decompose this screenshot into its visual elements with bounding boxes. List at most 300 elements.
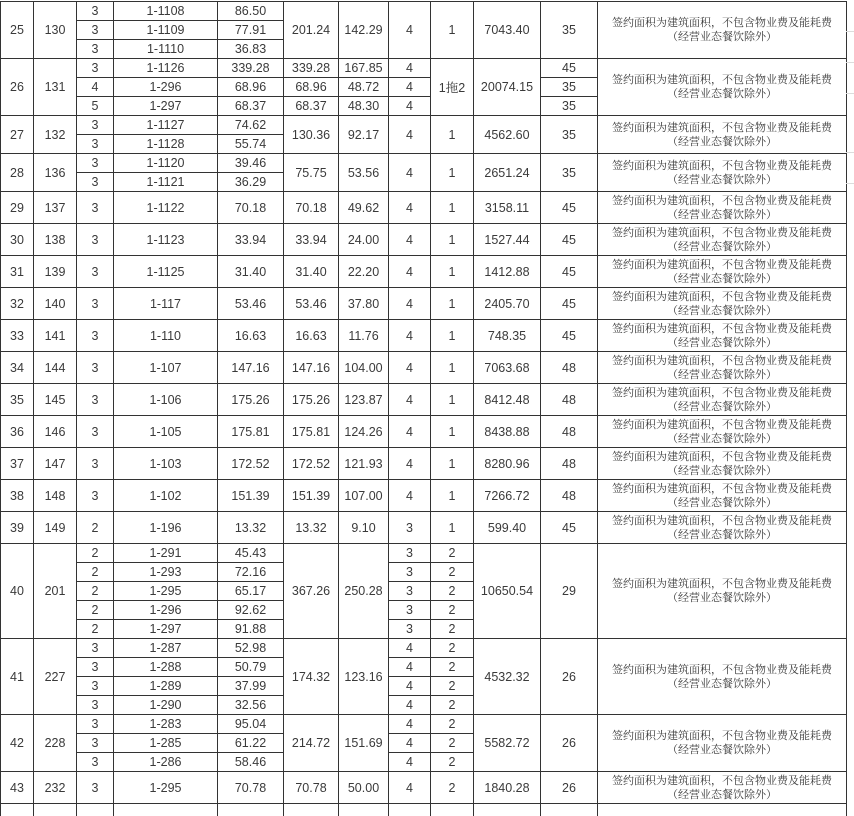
count-b-cell[interactable]: 1: [431, 384, 474, 416]
total-price-cell[interactable]: 5582.72: [474, 715, 541, 772]
room-no-cell[interactable]: 1-291: [114, 544, 218, 563]
floor-cell[interactable]: 3: [77, 639, 114, 658]
rate-cell[interactable]: 48: [541, 352, 598, 384]
total-build-area-cell[interactable]: 70.18: [284, 192, 339, 224]
room-no-cell[interactable]: 1-105: [114, 416, 218, 448]
count-b-cell[interactable]: 1: [431, 116, 474, 154]
inner-area-cell[interactable]: 104.00: [339, 352, 389, 384]
area-cell[interactable]: 74.62: [218, 116, 284, 135]
room-no-cell[interactable]: 1-285: [114, 734, 218, 753]
unit-id-cell[interactable]: 232: [34, 772, 77, 804]
total-build-area-cell[interactable]: 147.16: [284, 352, 339, 384]
area-cell[interactable]: 339.28: [218, 59, 284, 78]
count-b-cell[interactable]: 2: [431, 772, 474, 804]
area-cell[interactable]: 151.39: [218, 480, 284, 512]
total-build-area-cell[interactable]: 70.78: [284, 772, 339, 804]
room-no-cell[interactable]: 1-1108: [114, 2, 218, 21]
seq-cell[interactable]: 29: [1, 192, 34, 224]
room-no-cell[interactable]: 1-283: [114, 715, 218, 734]
count-a-cell[interactable]: 4: [389, 416, 431, 448]
inner-area-cell[interactable]: 24.00: [339, 224, 389, 256]
note-cell[interactable]: [598, 224, 847, 256]
empty-cell[interactable]: [114, 804, 218, 816]
count-b-cell[interactable]: 1: [431, 224, 474, 256]
inner-area-cell[interactable]: 50.00: [339, 772, 389, 804]
floor-cell[interactable]: 3: [77, 416, 114, 448]
note-cell[interactable]: [598, 715, 847, 772]
empty-cell[interactable]: [218, 804, 284, 816]
unit-id-cell[interactable]: 132: [34, 116, 77, 154]
count-a-cell[interactable]: 4: [389, 288, 431, 320]
rate-cell[interactable]: 26: [541, 639, 598, 715]
count-b-cell[interactable]: 2: [431, 715, 474, 734]
count-a-cell[interactable]: 3: [389, 620, 431, 639]
empty-cell[interactable]: [541, 804, 598, 816]
inner-area-cell[interactable]: 48.30: [339, 97, 389, 116]
area-cell[interactable]: 61.22: [218, 734, 284, 753]
floor-cell[interactable]: 2: [77, 620, 114, 639]
rate-cell[interactable]: 48: [541, 416, 598, 448]
total-price-cell[interactable]: 8412.48: [474, 384, 541, 416]
count-b-cell[interactable]: 2: [431, 601, 474, 620]
seq-cell[interactable]: 35: [1, 384, 34, 416]
total-build-area-cell[interactable]: 75.75: [284, 154, 339, 192]
unit-id-cell[interactable]: 145: [34, 384, 77, 416]
count-a-cell[interactable]: 4: [389, 2, 431, 59]
area-cell[interactable]: 172.52: [218, 448, 284, 480]
count-b-cell[interactable]: 1: [431, 192, 474, 224]
count-a-cell[interactable]: 4: [389, 384, 431, 416]
count-b-cell[interactable]: 1: [431, 416, 474, 448]
total-price-cell[interactable]: 10650.54: [474, 544, 541, 639]
count-a-cell[interactable]: 3: [389, 544, 431, 563]
inner-area-cell[interactable]: 124.26: [339, 416, 389, 448]
seq-cell[interactable]: 26: [1, 59, 34, 116]
room-no-cell[interactable]: 1-296: [114, 601, 218, 620]
note-cell[interactable]: [598, 544, 847, 639]
count-a-cell[interactable]: 4: [389, 715, 431, 734]
floor-cell[interactable]: 3: [77, 352, 114, 384]
count-a-cell[interactable]: 3: [389, 601, 431, 620]
count-b-cell[interactable]: 1: [431, 2, 474, 59]
area-cell[interactable]: 58.46: [218, 753, 284, 772]
total-build-area-cell[interactable]: 214.72: [284, 715, 339, 772]
area-cell[interactable]: 37.99: [218, 677, 284, 696]
area-cell[interactable]: 55.74: [218, 135, 284, 154]
count-a-cell[interactable]: 4: [389, 480, 431, 512]
count-a-cell[interactable]: 4: [389, 753, 431, 772]
inner-area-cell[interactable]: 250.28: [339, 544, 389, 639]
count-a-cell[interactable]: 4: [389, 59, 431, 78]
area-cell[interactable]: 65.17: [218, 582, 284, 601]
floor-cell[interactable]: 3: [77, 116, 114, 135]
count-a-cell[interactable]: 4: [389, 677, 431, 696]
count-a-cell[interactable]: 3: [389, 563, 431, 582]
room-no-cell[interactable]: 1-296: [114, 78, 218, 97]
seq-cell[interactable]: 30: [1, 224, 34, 256]
seq-cell[interactable]: 40: [1, 544, 34, 639]
note-cell[interactable]: [598, 192, 847, 224]
total-build-area-cell[interactable]: 367.26: [284, 544, 339, 639]
room-no-cell[interactable]: 1-288: [114, 658, 218, 677]
seq-cell[interactable]: 33: [1, 320, 34, 352]
seq-cell[interactable]: 38: [1, 480, 34, 512]
total-price-cell[interactable]: 4562.60: [474, 116, 541, 154]
unit-id-cell[interactable]: 147: [34, 448, 77, 480]
inner-area-cell[interactable]: 48.72: [339, 78, 389, 97]
total-build-area-cell[interactable]: 68.96: [284, 78, 339, 97]
seq-cell[interactable]: 42: [1, 715, 34, 772]
seq-cell[interactable]: 32: [1, 288, 34, 320]
total-build-area-cell[interactable]: 68.37: [284, 97, 339, 116]
count-b-cell[interactable]: 2: [431, 582, 474, 601]
floor-cell[interactable]: 3: [77, 288, 114, 320]
count-a-cell[interactable]: 3: [389, 512, 431, 544]
floor-cell[interactable]: 3: [77, 2, 114, 21]
area-cell[interactable]: 53.46: [218, 288, 284, 320]
floor-cell[interactable]: 3: [77, 224, 114, 256]
count-b-cell[interactable]: 2: [431, 658, 474, 677]
floor-cell[interactable]: 3: [77, 192, 114, 224]
inner-area-cell[interactable]: 11.76: [339, 320, 389, 352]
room-no-cell[interactable]: 1-286: [114, 753, 218, 772]
room-no-cell[interactable]: 1-1127: [114, 116, 218, 135]
note-cell[interactable]: [598, 772, 847, 804]
note-cell[interactable]: [598, 448, 847, 480]
count-a-cell[interactable]: 4: [389, 696, 431, 715]
area-cell[interactable]: 39.46: [218, 154, 284, 173]
rate-cell[interactable]: 35: [541, 154, 598, 192]
area-cell[interactable]: 52.98: [218, 639, 284, 658]
floor-cell[interactable]: 3: [77, 772, 114, 804]
area-cell[interactable]: 95.04: [218, 715, 284, 734]
note-cell[interactable]: [598, 416, 847, 448]
room-no-cell[interactable]: 1-293: [114, 563, 218, 582]
floor-cell[interactable]: 3: [77, 135, 114, 154]
floor-cell[interactable]: 3: [77, 677, 114, 696]
floor-cell[interactable]: 2: [77, 544, 114, 563]
floor-cell[interactable]: 3: [77, 696, 114, 715]
empty-cell[interactable]: [431, 804, 474, 816]
area-cell[interactable]: 50.79: [218, 658, 284, 677]
empty-cell[interactable]: [389, 804, 431, 816]
unit-id-cell[interactable]: 131: [34, 59, 77, 116]
seq-cell[interactable]: 43: [1, 772, 34, 804]
room-no-cell[interactable]: 1-1109: [114, 21, 218, 40]
inner-area-cell[interactable]: 151.69: [339, 715, 389, 772]
rate-cell[interactable]: 35: [541, 2, 598, 59]
note-cell[interactable]: [598, 116, 847, 154]
room-no-cell[interactable]: 1-295: [114, 582, 218, 601]
rate-cell[interactable]: 48: [541, 480, 598, 512]
room-no-cell[interactable]: 1-290: [114, 696, 218, 715]
note-cell[interactable]: [598, 288, 847, 320]
unit-id-cell[interactable]: 146: [34, 416, 77, 448]
area-cell[interactable]: 92.62: [218, 601, 284, 620]
seq-cell[interactable]: 28: [1, 154, 34, 192]
total-build-area-cell[interactable]: 174.32: [284, 639, 339, 715]
total-build-area-cell[interactable]: 172.52: [284, 448, 339, 480]
rate-cell[interactable]: 45: [541, 320, 598, 352]
rate-cell[interactable]: 26: [541, 715, 598, 772]
seq-cell[interactable]: 25: [1, 2, 34, 59]
area-cell[interactable]: 36.83: [218, 40, 284, 59]
count-a-cell[interactable]: 4: [389, 448, 431, 480]
seq-cell[interactable]: 39: [1, 512, 34, 544]
total-build-area-cell[interactable]: 175.26: [284, 384, 339, 416]
room-no-cell[interactable]: 1-297: [114, 620, 218, 639]
area-cell[interactable]: 86.50: [218, 2, 284, 21]
area-cell[interactable]: 72.16: [218, 563, 284, 582]
note-cell[interactable]: [598, 256, 847, 288]
rate-cell[interactable]: 48: [541, 384, 598, 416]
unit-id-cell[interactable]: 148: [34, 480, 77, 512]
rate-cell[interactable]: 45: [541, 288, 598, 320]
count-a-cell[interactable]: 4: [389, 192, 431, 224]
area-cell[interactable]: 31.40: [218, 256, 284, 288]
total-price-cell[interactable]: 4532.32: [474, 639, 541, 715]
note-cell[interactable]: [598, 2, 847, 59]
count-b-cell[interactable]: 2: [431, 696, 474, 715]
floor-cell[interactable]: 4: [77, 78, 114, 97]
total-price-cell[interactable]: 7043.40: [474, 2, 541, 59]
count-a-cell[interactable]: 4: [389, 320, 431, 352]
note-cell[interactable]: [598, 512, 847, 544]
room-no-cell[interactable]: 1-103: [114, 448, 218, 480]
room-no-cell[interactable]: 1-117: [114, 288, 218, 320]
inner-area-cell[interactable]: 9.10: [339, 512, 389, 544]
count-a-cell[interactable]: 4: [389, 734, 431, 753]
area-cell[interactable]: 68.96: [218, 78, 284, 97]
floor-cell[interactable]: 3: [77, 658, 114, 677]
room-no-cell[interactable]: 1-1128: [114, 135, 218, 154]
floor-cell[interactable]: 3: [77, 384, 114, 416]
count-b-cell[interactable]: 1: [431, 256, 474, 288]
rate-cell[interactable]: 35: [541, 116, 598, 154]
inner-area-cell[interactable]: 167.85: [339, 59, 389, 78]
area-cell[interactable]: 175.81: [218, 416, 284, 448]
empty-cell[interactable]: [474, 804, 541, 816]
floor-cell[interactable]: 2: [77, 563, 114, 582]
unit-id-cell[interactable]: 144: [34, 352, 77, 384]
empty-cell[interactable]: [1, 804, 34, 816]
rate-cell[interactable]: 45: [541, 256, 598, 288]
count-b-cell[interactable]: 2: [431, 734, 474, 753]
room-no-cell[interactable]: 1-289: [114, 677, 218, 696]
unit-id-cell[interactable]: 201: [34, 544, 77, 639]
total-price-cell[interactable]: 599.40: [474, 512, 541, 544]
seq-cell[interactable]: 31: [1, 256, 34, 288]
total-price-cell[interactable]: 7063.68: [474, 352, 541, 384]
count-b-cell[interactable]: 2: [431, 677, 474, 696]
rate-cell[interactable]: 29: [541, 544, 598, 639]
room-no-cell[interactable]: 1-110: [114, 320, 218, 352]
rate-cell[interactable]: 45: [541, 224, 598, 256]
total-build-area-cell[interactable]: 151.39: [284, 480, 339, 512]
count-a-cell[interactable]: 4: [389, 352, 431, 384]
area-cell[interactable]: 32.56: [218, 696, 284, 715]
room-no-cell[interactable]: 1-287: [114, 639, 218, 658]
area-cell[interactable]: 45.43: [218, 544, 284, 563]
count-b-cell[interactable]: 1: [431, 480, 474, 512]
floor-cell[interactable]: 3: [77, 320, 114, 352]
room-no-cell[interactable]: 1-297: [114, 97, 218, 116]
room-no-cell[interactable]: 1-102: [114, 480, 218, 512]
total-build-area-cell[interactable]: 31.40: [284, 256, 339, 288]
room-no-cell[interactable]: 1-1110: [114, 40, 218, 59]
unit-id-cell[interactable]: 141: [34, 320, 77, 352]
count-b-cell[interactable]: 1拖2: [431, 59, 474, 116]
rate-cell[interactable]: 45: [541, 59, 598, 78]
count-b-cell[interactable]: 1: [431, 448, 474, 480]
inner-area-cell[interactable]: 22.20: [339, 256, 389, 288]
floor-cell[interactable]: 2: [77, 512, 114, 544]
floor-cell[interactable]: 3: [77, 256, 114, 288]
count-b-cell[interactable]: 1: [431, 512, 474, 544]
total-price-cell[interactable]: 2405.70: [474, 288, 541, 320]
note-cell[interactable]: [598, 59, 847, 116]
count-a-cell[interactable]: 3: [389, 582, 431, 601]
floor-cell[interactable]: 3: [77, 480, 114, 512]
unit-id-cell[interactable]: 138: [34, 224, 77, 256]
total-build-area-cell[interactable]: 339.28: [284, 59, 339, 78]
empty-cell[interactable]: [77, 804, 114, 816]
empty-cell[interactable]: [34, 804, 77, 816]
total-price-cell[interactable]: 7266.72: [474, 480, 541, 512]
floor-cell[interactable]: 3: [77, 59, 114, 78]
area-cell[interactable]: 70.78: [218, 772, 284, 804]
room-no-cell[interactable]: 1-1121: [114, 173, 218, 192]
note-cell[interactable]: [598, 352, 847, 384]
unit-id-cell[interactable]: 227: [34, 639, 77, 715]
inner-area-cell[interactable]: 123.87: [339, 384, 389, 416]
total-build-area-cell[interactable]: 175.81: [284, 416, 339, 448]
count-b-cell[interactable]: 1: [431, 154, 474, 192]
area-cell[interactable]: 13.32: [218, 512, 284, 544]
unit-id-cell[interactable]: 139: [34, 256, 77, 288]
room-no-cell[interactable]: 1-1125: [114, 256, 218, 288]
total-build-area-cell[interactable]: 13.32: [284, 512, 339, 544]
seq-cell[interactable]: 34: [1, 352, 34, 384]
rate-cell[interactable]: 48: [541, 448, 598, 480]
count-b-cell[interactable]: 2: [431, 563, 474, 582]
count-a-cell[interactable]: 4: [389, 639, 431, 658]
room-no-cell[interactable]: 1-1123: [114, 224, 218, 256]
inner-area-cell[interactable]: 142.29: [339, 2, 389, 59]
count-a-cell[interactable]: 4: [389, 256, 431, 288]
total-price-cell[interactable]: 8280.96: [474, 448, 541, 480]
area-cell[interactable]: 147.16: [218, 352, 284, 384]
floor-cell[interactable]: 3: [77, 734, 114, 753]
floor-cell[interactable]: 3: [77, 21, 114, 40]
area-cell[interactable]: 175.26: [218, 384, 284, 416]
empty-cell[interactable]: [339, 804, 389, 816]
count-a-cell[interactable]: 4: [389, 78, 431, 97]
floor-cell[interactable]: 2: [77, 582, 114, 601]
seq-cell[interactable]: 36: [1, 416, 34, 448]
empty-cell[interactable]: [284, 804, 339, 816]
rate-cell[interactable]: 35: [541, 97, 598, 116]
count-b-cell[interactable]: 1: [431, 352, 474, 384]
floor-cell[interactable]: 3: [77, 173, 114, 192]
area-cell[interactable]: 68.37: [218, 97, 284, 116]
note-cell[interactable]: [598, 480, 847, 512]
note-cell[interactable]: [598, 154, 847, 192]
floor-cell[interactable]: 3: [77, 154, 114, 173]
empty-cell[interactable]: [598, 804, 847, 816]
room-no-cell[interactable]: 1-106: [114, 384, 218, 416]
inner-area-cell[interactable]: 121.93: [339, 448, 389, 480]
room-no-cell[interactable]: 1-295: [114, 772, 218, 804]
inner-area-cell[interactable]: 53.56: [339, 154, 389, 192]
count-b-cell[interactable]: 1: [431, 320, 474, 352]
total-build-area-cell[interactable]: 33.94: [284, 224, 339, 256]
rate-cell[interactable]: 45: [541, 192, 598, 224]
total-price-cell[interactable]: 1840.28: [474, 772, 541, 804]
count-a-cell[interactable]: 4: [389, 224, 431, 256]
area-cell[interactable]: 16.63: [218, 320, 284, 352]
count-a-cell[interactable]: 4: [389, 772, 431, 804]
total-price-cell[interactable]: 1527.44: [474, 224, 541, 256]
inner-area-cell[interactable]: 49.62: [339, 192, 389, 224]
unit-id-cell[interactable]: 140: [34, 288, 77, 320]
count-b-cell[interactable]: 2: [431, 753, 474, 772]
total-price-cell[interactable]: 3158.11: [474, 192, 541, 224]
floor-cell[interactable]: 2: [77, 601, 114, 620]
total-price-cell[interactable]: 2651.24: [474, 154, 541, 192]
count-a-cell[interactable]: 4: [389, 154, 431, 192]
count-b-cell[interactable]: 1: [431, 288, 474, 320]
total-price-cell[interactable]: 1412.88: [474, 256, 541, 288]
count-a-cell[interactable]: 4: [389, 97, 431, 116]
area-cell[interactable]: 33.94: [218, 224, 284, 256]
total-build-area-cell[interactable]: 130.36: [284, 116, 339, 154]
seq-cell[interactable]: 37: [1, 448, 34, 480]
floor-cell[interactable]: 3: [77, 448, 114, 480]
inner-area-cell[interactable]: 123.16: [339, 639, 389, 715]
total-build-area-cell[interactable]: 53.46: [284, 288, 339, 320]
rate-cell[interactable]: 45: [541, 512, 598, 544]
unit-id-cell[interactable]: 228: [34, 715, 77, 772]
area-cell[interactable]: 77.91: [218, 21, 284, 40]
room-no-cell[interactable]: 1-1122: [114, 192, 218, 224]
area-cell[interactable]: 91.88: [218, 620, 284, 639]
inner-area-cell[interactable]: 107.00: [339, 480, 389, 512]
note-cell[interactable]: [598, 320, 847, 352]
floor-cell[interactable]: 3: [77, 40, 114, 59]
count-b-cell[interactable]: 2: [431, 620, 474, 639]
count-b-cell[interactable]: 2: [431, 639, 474, 658]
unit-id-cell[interactable]: 137: [34, 192, 77, 224]
rate-cell[interactable]: 35: [541, 78, 598, 97]
total-price-cell[interactable]: 20074.15: [474, 59, 541, 116]
total-build-area-cell[interactable]: 201.24: [284, 2, 339, 59]
total-price-cell[interactable]: 748.35: [474, 320, 541, 352]
count-b-cell[interactable]: 2: [431, 544, 474, 563]
total-price-cell[interactable]: 8438.88: [474, 416, 541, 448]
note-cell[interactable]: [598, 639, 847, 715]
area-cell[interactable]: 70.18: [218, 192, 284, 224]
count-a-cell[interactable]: 4: [389, 116, 431, 154]
room-no-cell[interactable]: 1-1126: [114, 59, 218, 78]
count-a-cell[interactable]: 4: [389, 658, 431, 677]
unit-id-cell[interactable]: 130: [34, 2, 77, 59]
total-build-area-cell[interactable]: 16.63: [284, 320, 339, 352]
inner-area-cell[interactable]: 92.17: [339, 116, 389, 154]
unit-id-cell[interactable]: 149: [34, 512, 77, 544]
floor-cell[interactable]: 3: [77, 753, 114, 772]
room-no-cell[interactable]: 1-107: [114, 352, 218, 384]
